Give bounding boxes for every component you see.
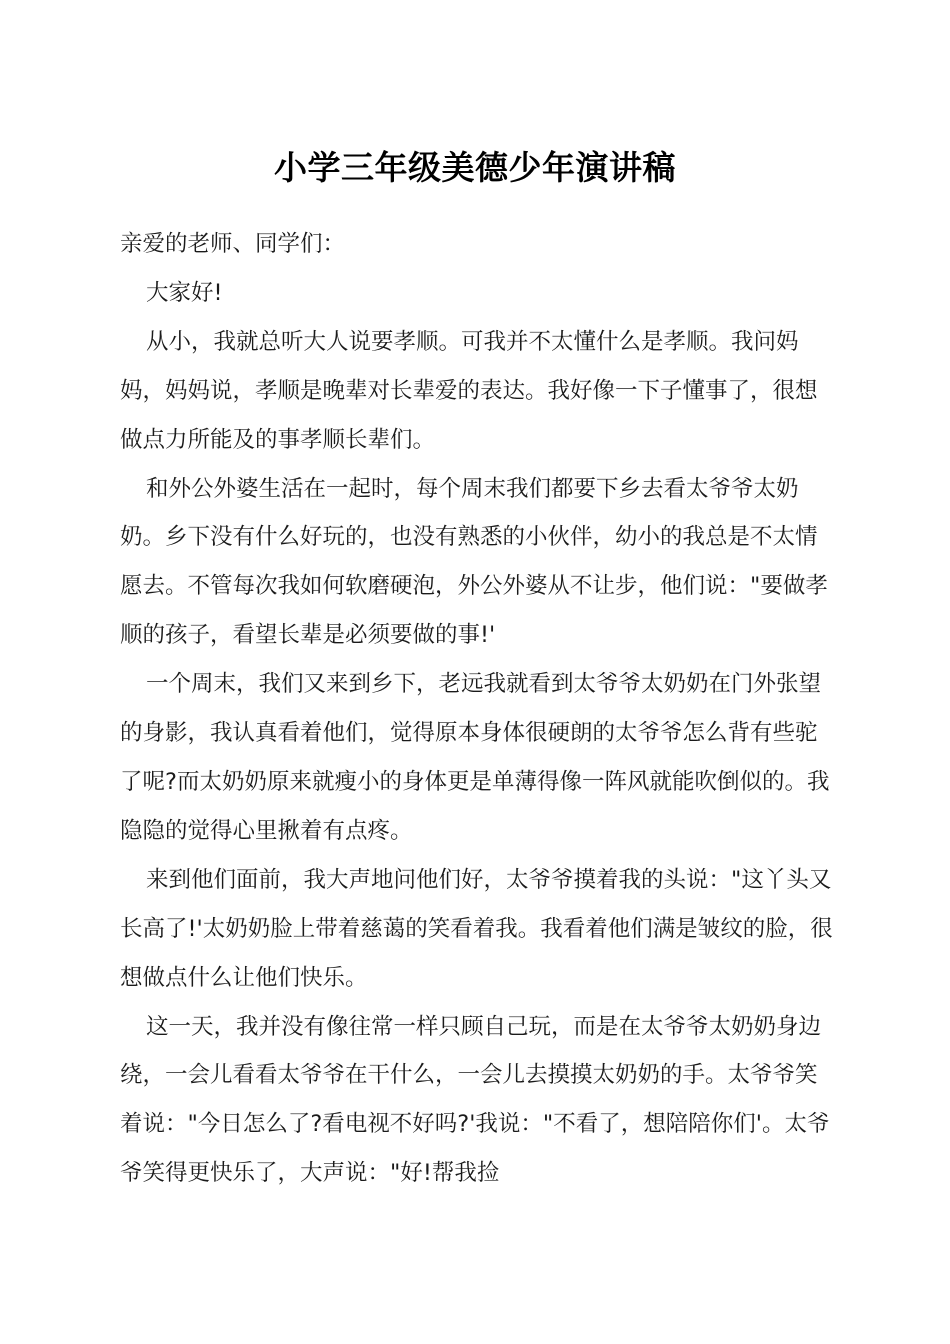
paragraph-5: 这一天，我并没有像往常一样只顾自己玩，而是在太爷爷太奶奶身边绕，一会儿看看太爷爷在干什么，一会儿去摸摸太奶奶的手。太爷爷笑着说："今日怎么了?看电视不好吗?'我说："不看了，想陪陪你们'。太爷爷笑得更快乐了，大声说："好!帮我捡 [120,1013,830,1187]
document-body [120,220,838,1198]
paragraph-2: 和外公外婆生活在一起时，每个周末我们都要下乡去看太爷爷太奶奶。乡下没有什么好玩的，也没有熟悉的小伙伴，幼小的我总是不太情愿去。不管每次我如何软磨硬泡，外公外婆从不让步，他们说："要做孝顺的孩子，看望长辈是必须要做的事!' [120,475,828,649]
paragraph-4: 来到他们面前，我大声地问他们好，太爷爷摸着我的头说："这丫头又长高了!'太奶奶脸上带着慈蔼的笑看着我。我看着他们满是皱纹的脸，很想做点什么让他们快乐。 [120,866,833,991]
paragraph-1: 从小，我就总听大人说要孝顺。可我并不太懂什么是孝顺。我问妈妈，妈妈说，孝顺是晚辈对长辈爱的表达。我好像一下子懂事了，很想做点力所能及的事孝顺长辈们。 [120,328,818,453]
greeting: 大家好! [146,279,223,306]
salutation: 亲爱的老师、同学们： [120,231,346,257]
document-title: 小学三年级美德少年演讲稿 [274,148,676,187]
paragraph-3: 一个周末，我们又来到乡下，老远我就看到太爷爷太奶奶在门外张望的身影，我认真看着他们，觉得原本身体很硬朗的太爷爷怎么背有些驼了呢?而太奶奶原来就瘦小的身体更是单薄得像一阵风就能吹倒似的。我隐隐的觉得心里揪着有点疼。 [120,671,830,844]
